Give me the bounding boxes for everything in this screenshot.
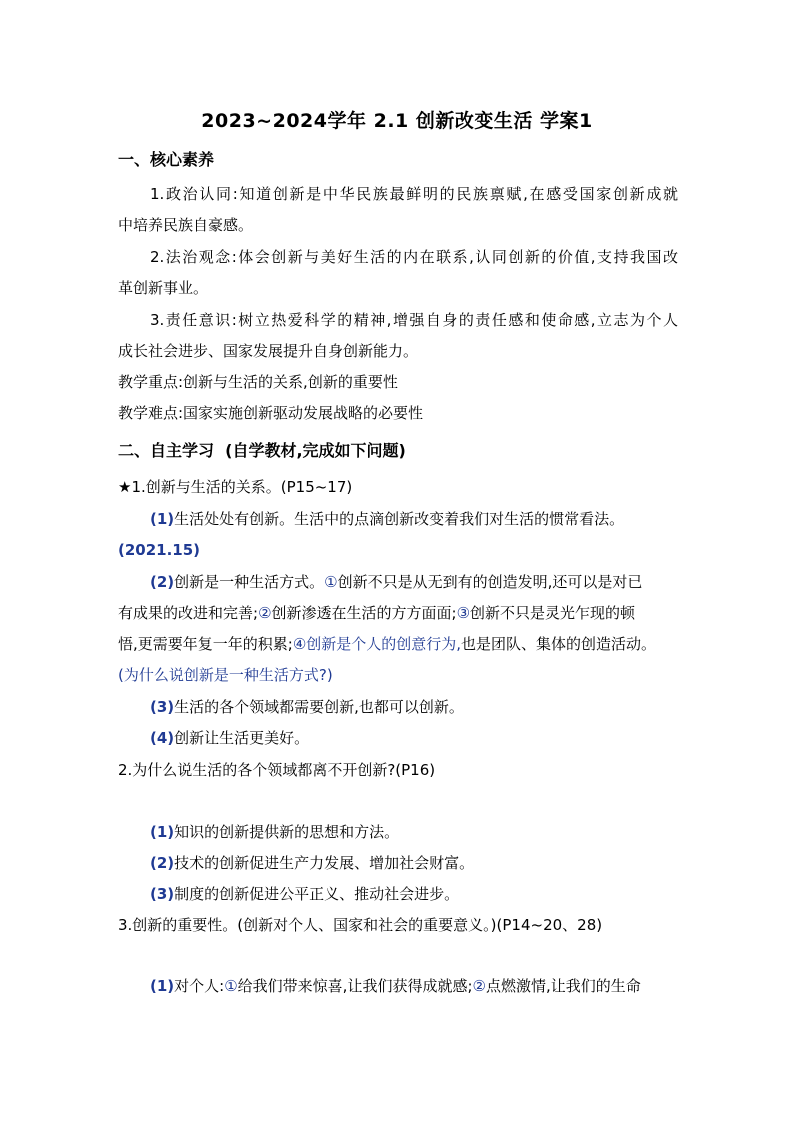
q1-p2-line3: [118, 634, 678, 654]
core-item2-line1: 2.法治观念:体会创新与美好生活的内在联系,认同创新的价值,支持我国改: [150, 248, 678, 266]
q1-p2-line2-a: 有成果的改进和完善;: [118, 604, 259, 622]
q2-title: 2.为什么说生活的各个领域都离不开创新?(P16): [118, 761, 436, 779]
q1-p3: [150, 697, 678, 717]
q1-p4: [150, 728, 678, 748]
q2-p2: [150, 853, 678, 873]
q1-p4-text: 创新让生活更美好。: [174, 729, 310, 747]
q1-p2-text-b: 创新不只是从无到有的创造发明,还可以是对已: [337, 573, 643, 591]
circled-number-1: ①: [224, 977, 238, 995]
core-item1-line2: 中培养民族自豪感。: [118, 216, 254, 234]
q1-title: ★1.创新与生活的关系。(P15~17): [118, 478, 353, 496]
q1-p2-line2-c: 创新不只是灵光乍现的顿: [470, 604, 636, 622]
q3-p1-text-a: 对个人:: [174, 977, 225, 995]
q2-p2-text: 技术的创新促进生产力发展、增加社会财富。: [174, 854, 475, 872]
q1-p2-line2-b: 创新渗透在生活的方方面面;: [271, 604, 457, 622]
core-item3-line1: 3.责任意识:树立热爱科学的精神,增强自身的责任感和使命感,立志为个人: [150, 311, 678, 329]
q1-p2-line2: [118, 603, 678, 623]
q3-p1: [150, 976, 678, 996]
q1-p2-line3-a: 悟,更需要年复一年的积累;: [118, 635, 293, 653]
teaching-focus: 教学重点:创新与生活的关系,创新的重要性: [118, 373, 398, 391]
q1-p2-number: (2): [150, 573, 175, 591]
circled-number-3: ③: [456, 604, 471, 622]
q1-p3-text: 生活的各个领域都需要创新,也都可以创新。: [174, 698, 464, 716]
circled-number-1: ①: [324, 573, 338, 591]
q1-p1-reference: (2021.15): [118, 541, 201, 559]
document-title: 2023~2024学年 2.1 创新改变生活 学案1: [201, 110, 593, 132]
core-item2-line2: 革创新事业。: [118, 279, 209, 297]
teaching-difficulty: 教学难点:国家实施创新驱动发展战略的必要性: [118, 404, 424, 422]
q2-p2-number: (2): [150, 854, 175, 872]
circled-number-2: ②: [258, 604, 272, 622]
q1-p2-point4: ④创新是个人的创意行为,: [292, 635, 462, 653]
q1-p2-line1: [150, 572, 678, 592]
q2-p1: [150, 822, 678, 842]
q1-p1-number: (1): [150, 510, 175, 528]
q1-p1-text: 生活处处有创新。生活中的点滴创新改变着我们对生活的惯常看法。: [174, 510, 625, 528]
section1-heading: 一、核心素养: [118, 150, 215, 169]
q2-p3-number: (3): [150, 885, 175, 903]
q3-title: 3.创新的重要性。(创新对个人、国家和社会的重要意义。)(P14~20、28): [118, 916, 603, 934]
q3-p1-text-c: 点燃激情,让我们的生命: [485, 977, 641, 995]
q1-p2-text-a: 创新是一种生活方式。: [174, 573, 325, 591]
q1-p1: [150, 509, 678, 529]
section2-heading: 二、自主学习 (自学教材,完成如下问题): [118, 441, 406, 460]
q1-p4-number: (4): [150, 729, 175, 747]
core-item1-line1: 1.政治认同:知道创新是中华民族最鲜明的民族禀赋,在感受国家创新成就: [150, 185, 678, 203]
q2-p1-text: 知识的创新提供新的思想和方法。: [174, 823, 400, 841]
circled-number-2: ②: [472, 977, 486, 995]
q2-p1-number: (1): [150, 823, 175, 841]
core-item3-line2: 成长社会进步、国家发展提升自身创新能力。: [118, 342, 419, 360]
q1-p3-number: (3): [150, 698, 175, 716]
q2-p3: [150, 884, 678, 904]
q1-p2-question: (为什么说创新是一种生活方式?): [118, 666, 333, 684]
q1-p2-line3-b: 也是团队、集体的创造活动。: [461, 635, 657, 653]
q3-p1-number: (1): [150, 977, 175, 995]
q2-p3-text: 制度的创新促进公平正义、推动社会进步。: [174, 885, 460, 903]
q3-p1-text-b: 给我们带来惊喜,让我们获得成就感;: [237, 977, 473, 995]
